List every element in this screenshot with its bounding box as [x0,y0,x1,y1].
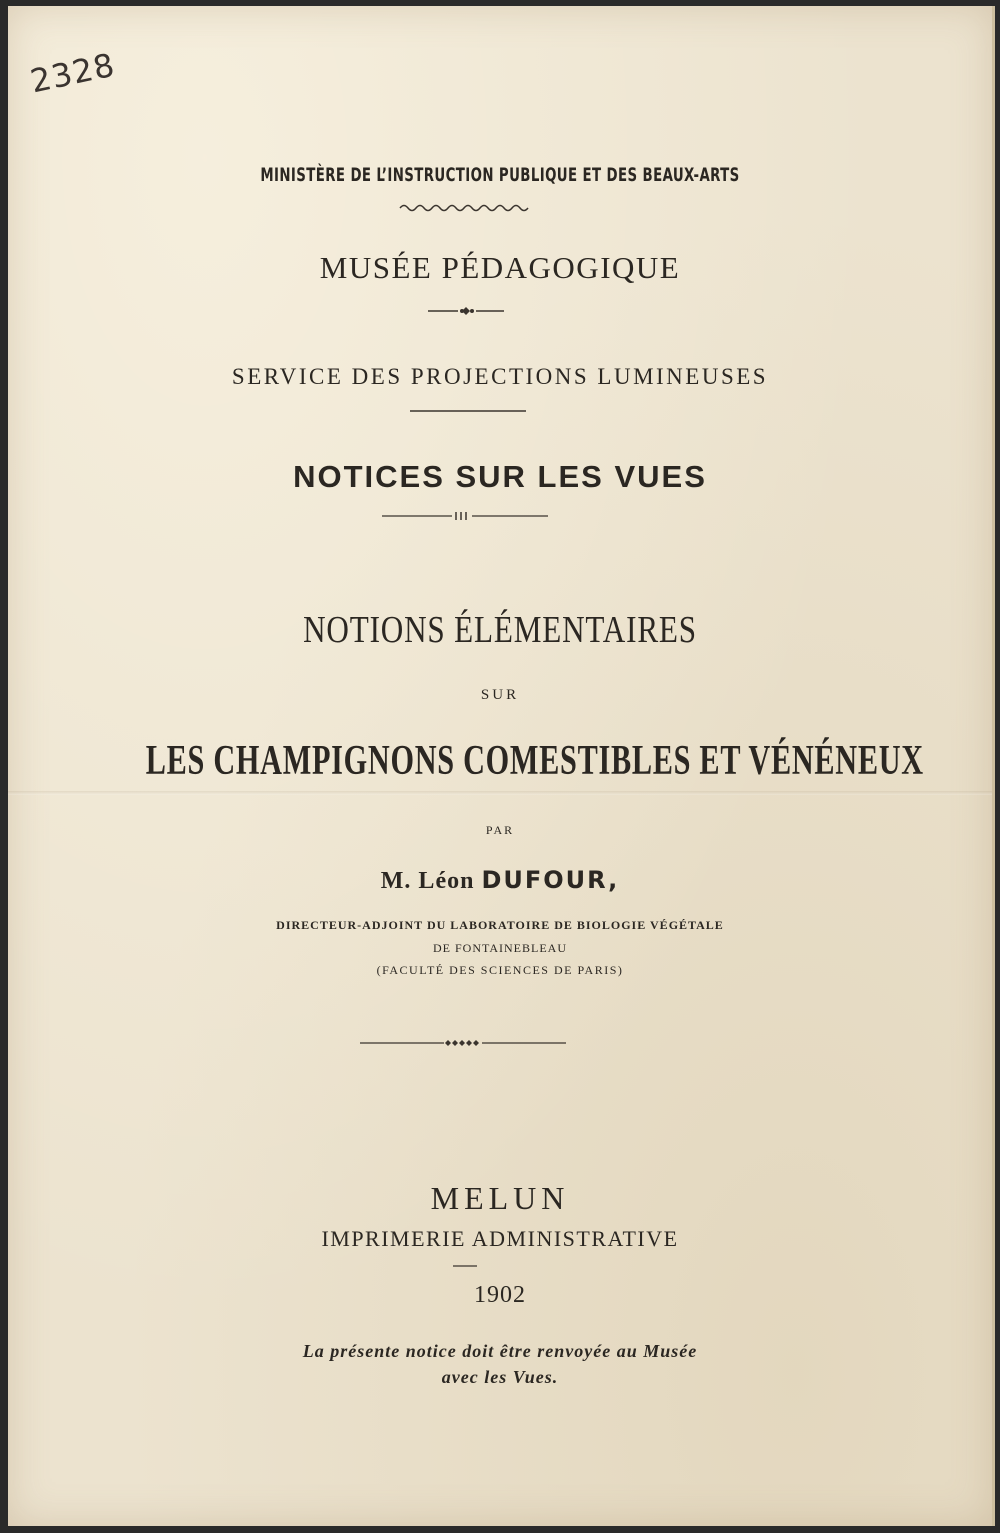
author-role-line-2: DE FONTAINEBLEAU [432,941,568,955]
short-dash-rule [453,1264,477,1268]
author-role-line-1: DIRECTEUR-ADJOINT DU LABORATOIRE DE BIOLOGIE VÉGÉTALE [276,918,724,932]
museum-heading: MUSÉE PÉDAGOGIQUE [319,250,681,285]
handwritten-catalog-number: 2328 [26,45,119,101]
ministry-heading: MINISTÈRE DE L’INSTRUCTION PUBLIQUE ET DES BEAUX-ARTS [260,164,740,186]
ornament-rule [382,511,548,521]
series-heading: NOTICES SUR LES VUES [293,459,707,494]
author-surname: DUFOUR, [481,866,620,894]
imprint-city: MELUN [430,1180,570,1216]
imprint-year: 1902 [474,1282,526,1308]
plain-rule [410,409,526,413]
title-connector: SUR [480,687,520,703]
dotted-rule-ornament [426,306,506,316]
page-fold-crease [8,791,992,795]
imprint-printer: IMPRIMERIE ADMINISTRATIVE [321,1226,679,1251]
service-heading: SERVICE DES PROJECTIONS LUMINEUSES [231,364,769,389]
author-name [8,866,992,895]
title-line-2: LES CHAMPIGNONS COMESTIBLES ET VÉNÉNEUX [145,738,924,784]
document-page [8,6,995,1526]
author-prefix: M. Léon [380,868,475,894]
author-role-line-3: (FACULTÉ DES SCIENCES DE PARIS) [376,963,624,977]
byline-par: PAR [485,823,515,837]
return-notice-line-2: avec les Vues. [441,1367,559,1387]
return-notice-line-1: La présente notice doit être renvoyée au Musée [302,1341,698,1361]
ornament-rule-lower [360,1038,566,1048]
wavy-rule-ornament [398,202,532,214]
title-line-1: NOTIONS ÉLÉMENTAIRES [303,609,697,651]
